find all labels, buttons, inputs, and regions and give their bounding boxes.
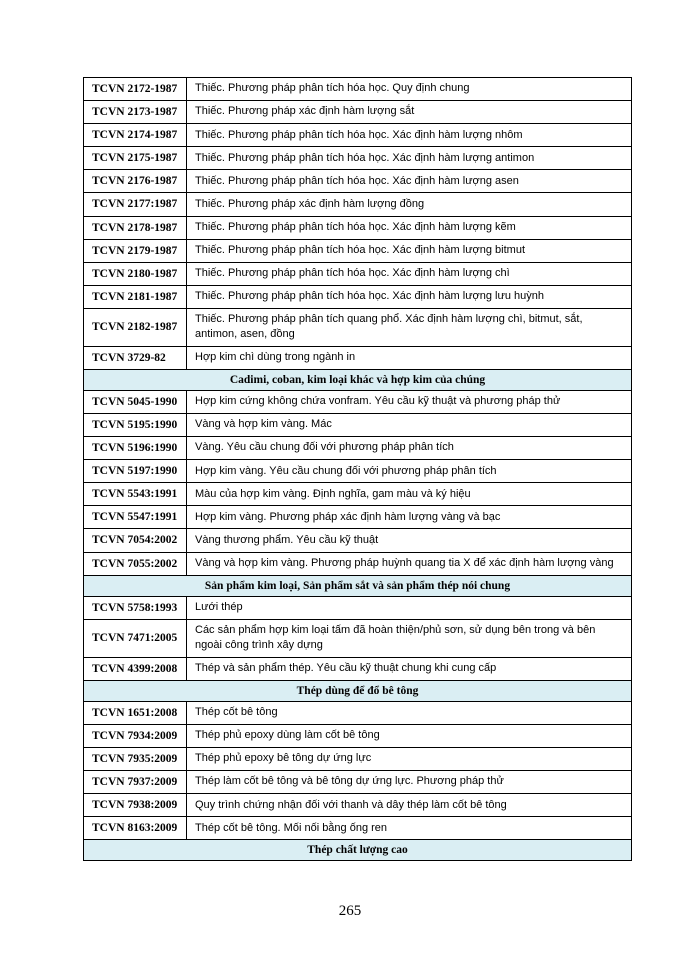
table-row bbox=[84, 147, 632, 170]
table-row bbox=[84, 78, 632, 101]
standards-table bbox=[83, 77, 632, 861]
standard-code-cell: TCVN 2175-1987 bbox=[84, 147, 187, 170]
standard-code-cell: TCVN 5195:1990 bbox=[84, 414, 187, 437]
table-row bbox=[84, 817, 632, 840]
standard-description-cell: Thiếc. Phương pháp phân tích hóa học. Xác định hàm lượng chì bbox=[187, 262, 632, 285]
standard-code-cell: TCVN 2177:1987 bbox=[84, 193, 187, 216]
section-title: Cadimi, coban, kim loại khác và hợp kim của chúng bbox=[84, 369, 632, 390]
standard-code-cell: TCVN 2180-1987 bbox=[84, 262, 187, 285]
table-row bbox=[84, 506, 632, 529]
standard-code-cell: TCVN 7055:2002 bbox=[84, 552, 187, 575]
table-row bbox=[84, 101, 632, 124]
page-number: 265 bbox=[338, 903, 362, 919]
standard-description-cell: Thép phủ epoxy bê tông dự ứng lực bbox=[187, 748, 632, 771]
standard-code-cell: TCVN 3729-82 bbox=[84, 346, 187, 369]
standard-description-cell: Màu của hợp kim vàng. Định nghĩa, gam màu và ký hiệu bbox=[187, 483, 632, 506]
standard-code-cell: TCVN 4399:2008 bbox=[84, 657, 187, 680]
standard-code-cell: TCVN 5045-1990 bbox=[84, 390, 187, 413]
standard-code-cell: TCVN 2181-1987 bbox=[84, 285, 187, 308]
table-row bbox=[84, 794, 632, 817]
standard-description-cell: Vàng và hợp kim vàng. Mác bbox=[187, 414, 632, 437]
standard-code-cell: TCVN 2178-1987 bbox=[84, 216, 187, 239]
table-row bbox=[84, 414, 632, 437]
standard-description-cell: Thép cốt bê tông bbox=[187, 701, 632, 724]
standard-description-cell: Thép cốt bê tông. Mối nối bằng ống ren bbox=[187, 817, 632, 840]
section-title: Thép dùng để đổ bê tông bbox=[84, 680, 632, 701]
table-row bbox=[84, 124, 632, 147]
table-row bbox=[84, 239, 632, 262]
standard-code-cell: TCVN 2173-1987 bbox=[84, 101, 187, 124]
standard-code-cell: TCVN 7935:2009 bbox=[84, 748, 187, 771]
standard-description-cell: Thiếc. Phương pháp phân tích hóa học. Xác định hàm lượng asen bbox=[187, 170, 632, 193]
standard-description-cell: Thiếc. Phương pháp phân tích quang phổ. Xác định hàm lượng chì, bitmut, sắt, antimon, asen, đồng bbox=[187, 308, 632, 346]
table-row bbox=[84, 285, 632, 308]
standard-code-cell: TCVN 2172-1987 bbox=[84, 78, 187, 101]
standard-code-cell: TCVN 1651:2008 bbox=[84, 701, 187, 724]
section-header-row bbox=[84, 575, 632, 596]
standard-description-cell: Thiếc. Phương pháp xác định hàm lượng sắt bbox=[187, 101, 632, 124]
standard-code-cell: TCVN 2182-1987 bbox=[84, 308, 187, 346]
standard-description-cell: Hợp kim chì dùng trong ngành in bbox=[187, 346, 632, 369]
table-row bbox=[84, 262, 632, 285]
section-header-row bbox=[84, 369, 632, 390]
table-row bbox=[84, 552, 632, 575]
standard-description-cell: Vàng. Yêu cầu chung đối với phương pháp phân tích bbox=[187, 437, 632, 460]
standard-description-cell: Lưới thép bbox=[187, 596, 632, 619]
standard-code-cell: TCVN 7938:2009 bbox=[84, 794, 187, 817]
standard-description-cell: Thiếc. Phương pháp phân tích hóa học. Xác định hàm lượng bitmut bbox=[187, 239, 632, 262]
standard-description-cell: Thiếc. Phương pháp phân tích hóa học. Xác định hàm lượng antimon bbox=[187, 147, 632, 170]
standard-description-cell: Thiếc. Phương pháp phân tích hóa học. Xác định hàm lượng nhôm bbox=[187, 124, 632, 147]
standard-description-cell: Thép phủ epoxy dùng làm cốt bê tông bbox=[187, 724, 632, 747]
standard-code-cell: TCVN 7937:2009 bbox=[84, 771, 187, 794]
table-row bbox=[84, 483, 632, 506]
section-title: Thép chất lượng cao bbox=[84, 840, 632, 861]
table-row bbox=[84, 390, 632, 413]
standard-description-cell: Thép làm cốt bê tông và bê tông dự ứng lực. Phương pháp thử bbox=[187, 771, 632, 794]
standard-code-cell: TCVN 5197:1990 bbox=[84, 460, 187, 483]
table-row bbox=[84, 724, 632, 747]
standard-code-cell: TCVN 2176-1987 bbox=[84, 170, 187, 193]
standard-description-cell: Thiếc. Phương pháp phân tích hóa học. Quy định chung bbox=[187, 78, 632, 101]
table-row bbox=[84, 596, 632, 619]
standard-code-cell: TCVN 5758:1993 bbox=[84, 596, 187, 619]
standard-code-cell: TCVN 2179-1987 bbox=[84, 239, 187, 262]
table-row bbox=[84, 771, 632, 794]
standard-description-cell: Hợp kim vàng. Yêu cầu chung đối với phương pháp phân tích bbox=[187, 460, 632, 483]
table-row bbox=[84, 748, 632, 771]
standards-table-body bbox=[84, 78, 632, 861]
table-row bbox=[84, 619, 632, 657]
standard-description-cell: Thép và sản phẩm thép. Yêu cầu kỹ thuật chung khi cung cấp bbox=[187, 657, 632, 680]
standard-code-cell: TCVN 7471:2005 bbox=[84, 619, 187, 657]
standard-description-cell: Vàng thương phẩm. Yêu cầu kỹ thuật bbox=[187, 529, 632, 552]
standard-code-cell: TCVN 2174-1987 bbox=[84, 124, 187, 147]
standard-description-cell: Thiếc. Phương pháp phân tích hóa học. Xác định hàm lượng kẽm bbox=[187, 216, 632, 239]
standard-code-cell: TCVN 5547:1991 bbox=[84, 506, 187, 529]
standard-code-cell: TCVN 5196:1990 bbox=[84, 437, 187, 460]
table-row bbox=[84, 193, 632, 216]
section-header-row bbox=[84, 840, 632, 861]
table-row bbox=[84, 657, 632, 680]
table-row bbox=[84, 701, 632, 724]
standard-description-cell: Thiếc. Phương pháp xác định hàm lượng đồng bbox=[187, 193, 632, 216]
standard-description-cell: Quy trình chứng nhận đối với thanh và dây thép làm cốt bê tông bbox=[187, 794, 632, 817]
standard-code-cell: TCVN 5543:1991 bbox=[84, 483, 187, 506]
standard-code-cell: TCVN 7054:2002 bbox=[84, 529, 187, 552]
standard-description-cell: Các sản phẩm hợp kim loại tấm đã hoàn thiện/phủ sơn, sử dụng bên trong và bên ngoài công trình xây dựng bbox=[187, 619, 632, 657]
table-row bbox=[84, 308, 632, 346]
standard-description-cell: Vàng và hợp kim vàng. Phương pháp huỳnh quang tia X để xác định hàm lượng vàng bbox=[187, 552, 632, 575]
standard-description-cell: Thiếc. Phương pháp phân tích hóa học. Xác định hàm lượng lưu huỳnh bbox=[187, 285, 632, 308]
table-row bbox=[84, 437, 632, 460]
table-row bbox=[84, 460, 632, 483]
standard-code-cell: TCVN 8163:2009 bbox=[84, 817, 187, 840]
table-row bbox=[84, 529, 632, 552]
table-row bbox=[84, 346, 632, 369]
standard-description-cell: Hợp kim vàng. Phương pháp xác định hàm lượng vàng và bạc bbox=[187, 506, 632, 529]
table-row bbox=[84, 170, 632, 193]
section-header-row bbox=[84, 680, 632, 701]
standard-description-cell: Hợp kim cứng không chứa vonfram. Yêu cầu kỹ thuật và phương pháp thử bbox=[187, 390, 632, 413]
table-row bbox=[84, 216, 632, 239]
standard-code-cell: TCVN 7934:2009 bbox=[84, 724, 187, 747]
section-title: Sản phẩm kim loại, Sản phẩm sắt và sản phẩm thép nói chung bbox=[84, 575, 632, 596]
